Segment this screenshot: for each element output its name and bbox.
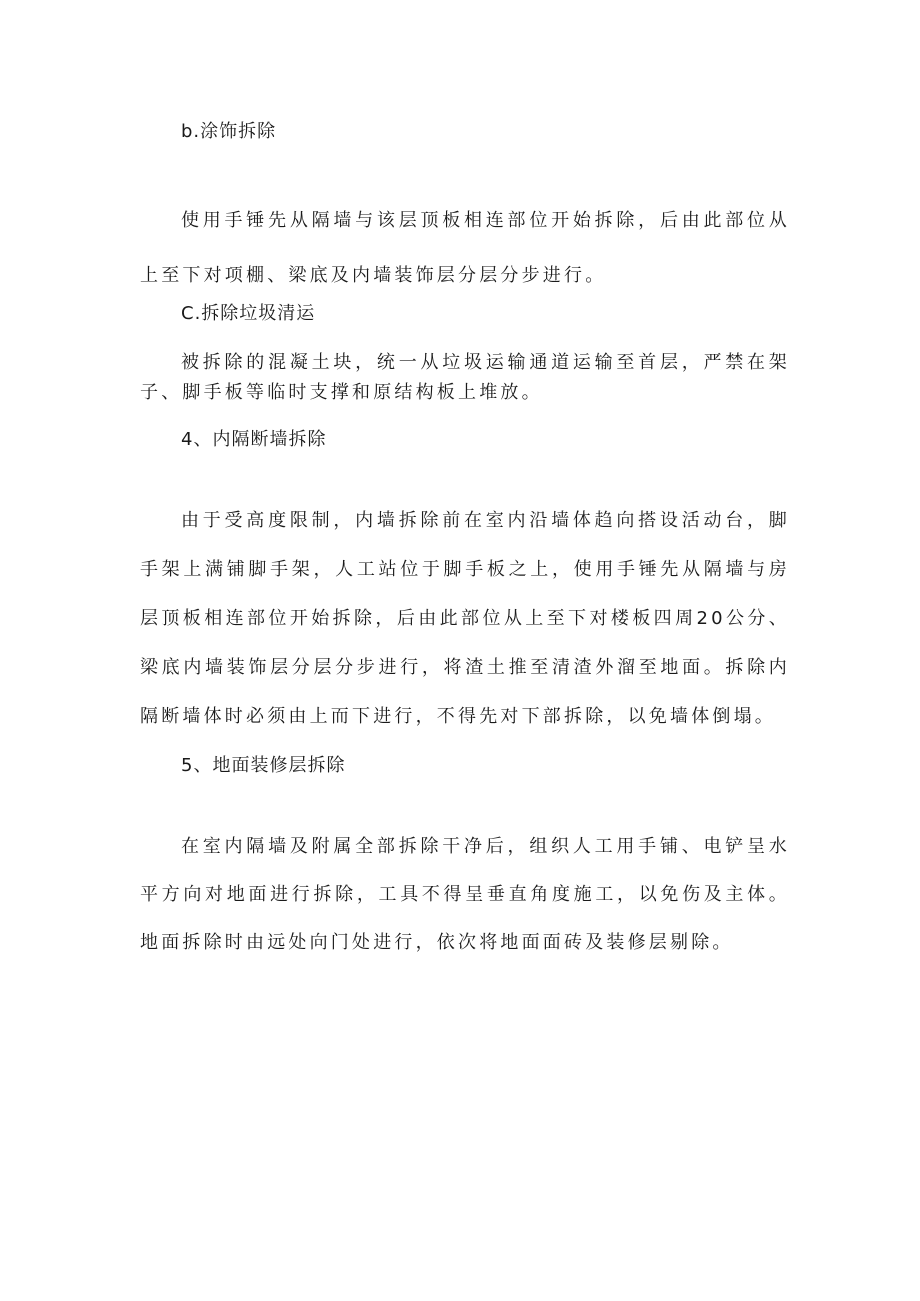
- section-heading-5-floor-finish-removal: 5、地面装修层拆除: [181, 755, 346, 776]
- section-heading-4-partition-wall-removal: 4、内隔断墙拆除: [181, 429, 327, 450]
- paragraph-partition-wall-removal: 由于受高度限制，内墙拆除前在室内沿墙体趋向搭设活动台，脚手架上满铺脚手架，人工站位于脚手板之上，使用手锤先从隔墙与房层顶板相连部位开始拆除，后由此部位从上至下对楼板四周20公分、梁底内墙装饰层分层分步进行，将渣土推至清渣外溜至地面。拆除内隔断墙体时必须由上而下进行，不得先对下部拆除，以免墙体倒塌。: [140, 510, 790, 727]
- section-heading-b-coating-removal: b.涂饰拆除: [181, 121, 277, 142]
- paragraph-floor-finish-removal: 在室内隔墙及附属全部拆除干净后，组织人工用手铺、电铲呈水平方向对地面进行拆除，工具不得呈垂直角度施工，以免伤及主体。地面拆除时由远处向门处进行，依次将地面面砖及装修层剔除。: [140, 836, 790, 953]
- paragraph-debris-removal: 被拆除的混凝土块，统一从垃圾运输通道运输至首层，严禁在架子、脚手板等临时支撑和原结构板上堆放。: [140, 352, 790, 403]
- section-heading-c-debris-removal: C.拆除垃圾清运: [181, 303, 316, 324]
- paragraph-coating-removal: 使用手锤先从隔墙与该层顶板相连部位开始拆除，后由此部位从上至下对项棚、梁底及内墙装饰层分层分步进行。: [140, 210, 790, 286]
